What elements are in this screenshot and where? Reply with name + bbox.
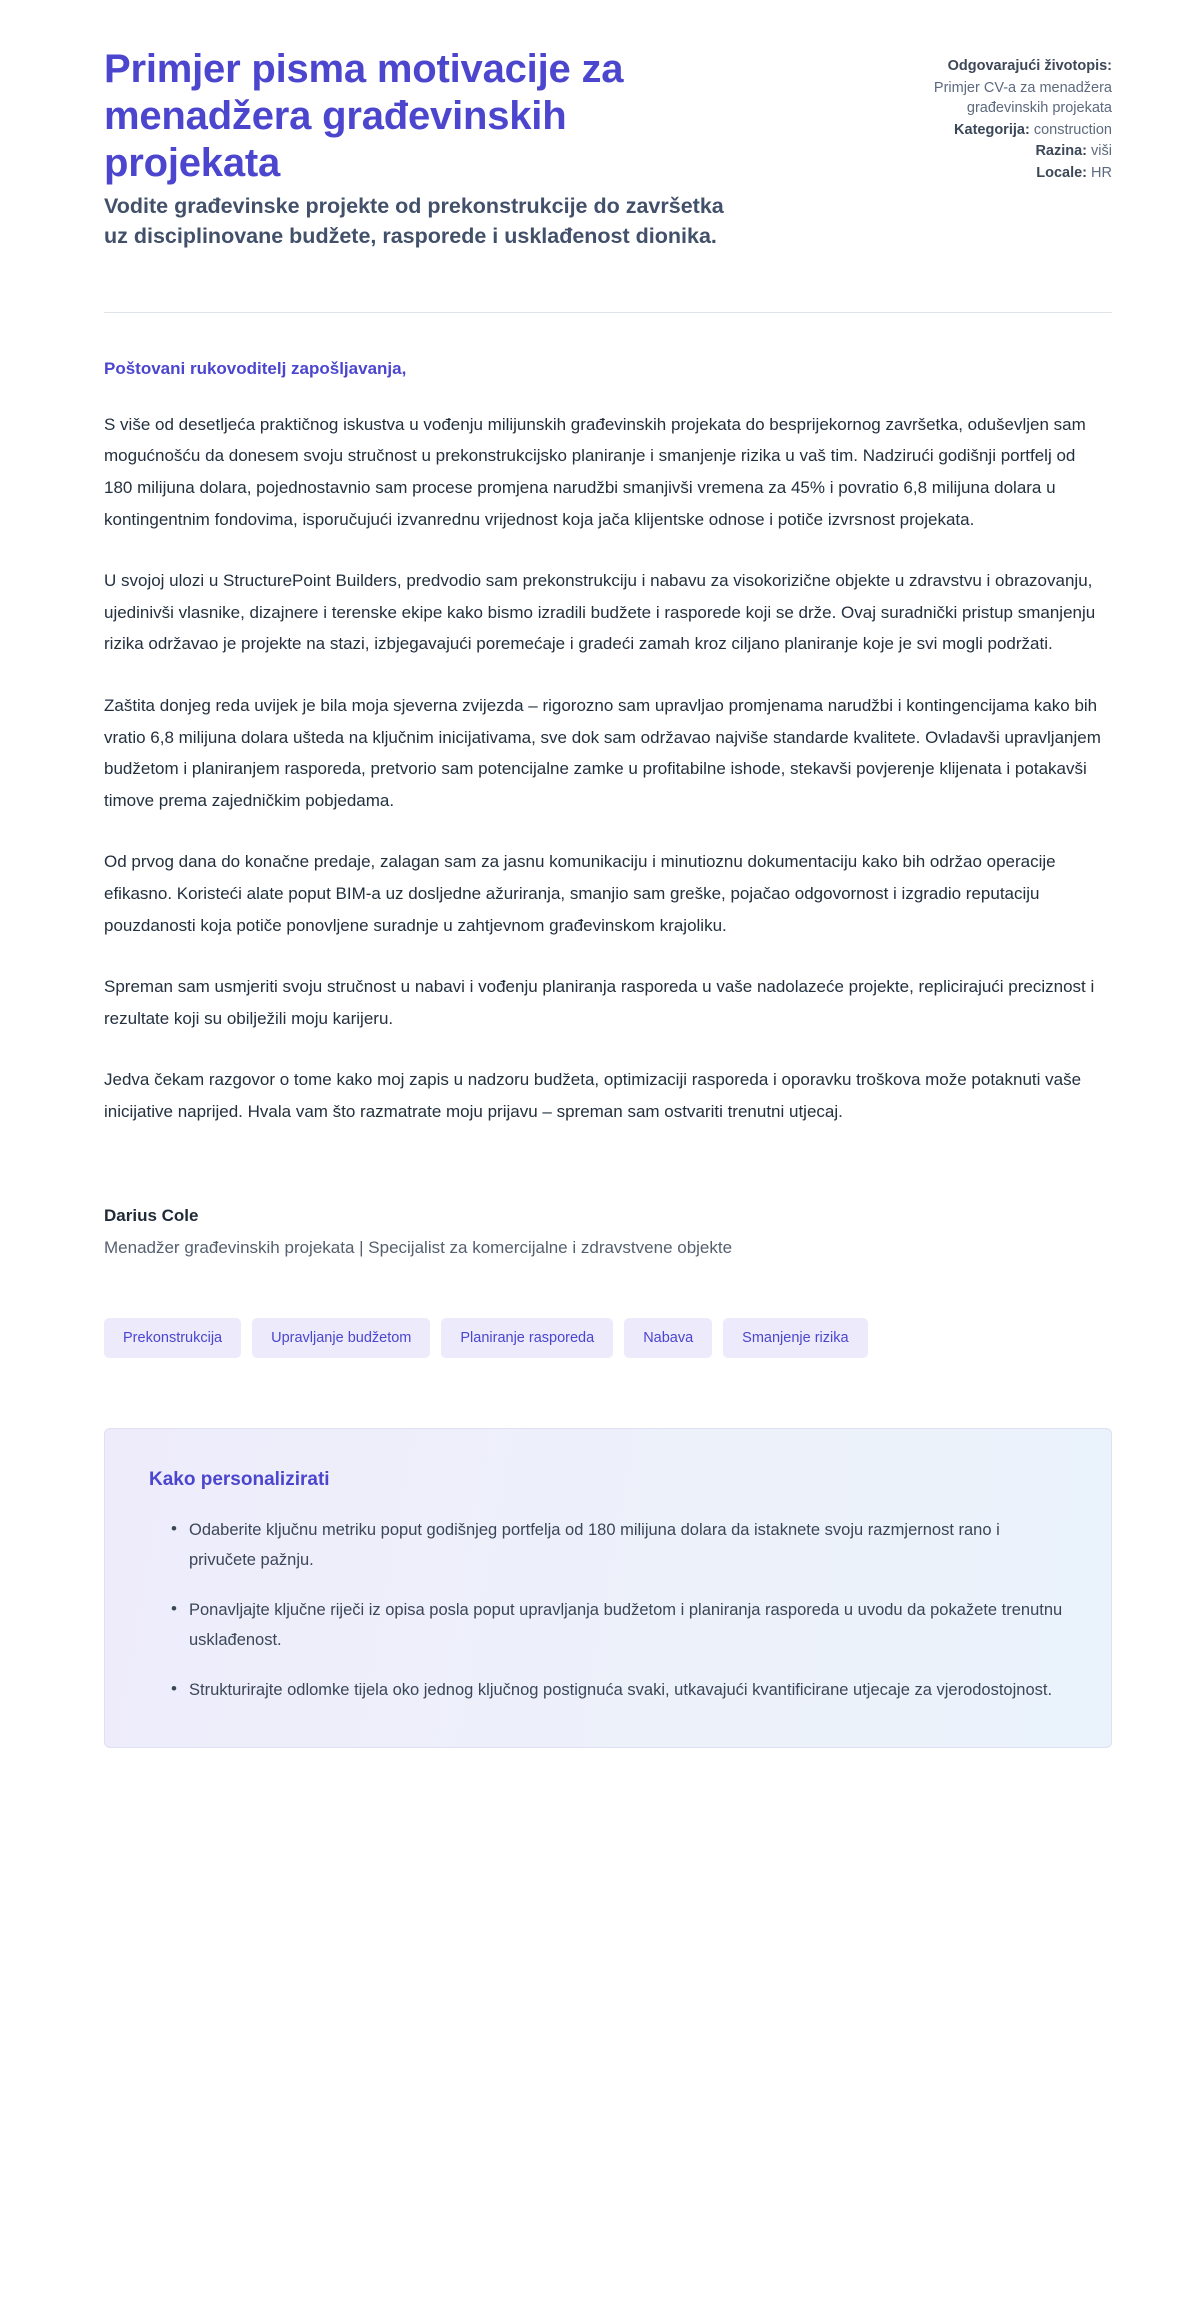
meta-label-resume: Odgovarajući životopis: bbox=[947, 58, 1112, 74]
tag-chip[interactable]: Nabava bbox=[624, 1318, 712, 1359]
tag-chip[interactable]: Prekonstrukcija bbox=[104, 1318, 241, 1359]
meta-row-resume bbox=[852, 56, 1112, 77]
tag-chip[interactable]: Upravljanje budžetom bbox=[252, 1318, 430, 1359]
letter-paragraph: S više od desetljeća praktičnog iskustva u vođenju milijunskih građevinskih projekata do besprijekornog završetka, oduševljen sam mogućnošću da donesem svoju stručnost u prekonstrukcijsko planiranje i smanjenje rizika u vaš tim. Nadzirući godišnji portfelj od 180 milijuna dolara, pojednostavnio sam procese promjena narudžbi smanjivši vremena za 45% i povratio 6,8 milijuna dolara u kontingentnim fondovima, isporučujući izvanrednu vrijednost koja jača klijentske odnose i potiče izvrsnost projekata. bbox=[104, 414, 1086, 529]
page-title: Primjer pisma motivacije za menadžera građevinskih projekata bbox=[104, 47, 624, 185]
callout-list-item: • Odaberite ključnu metriku poput godišnjeg portfelja od 180 milijuna dolara da istaknete svoju razmjernost rano i privučete pažnju. bbox=[171, 1515, 1067, 1575]
meta-row-resume-value bbox=[852, 78, 1112, 119]
letter-paragraph: Zaštita donjeg reda uvijek je bila moja sjeverna zvijezda – rigorozno sam upravljao promjenama narudžbi i kontingencijama kako bih vratio 6,8 milijuna dolara ušteda na ključnim inicijativama, sve dok sam održavao najviše standarde kvalitete. Ovladavši upravljanjem budžetom i planiranjem rasporeda, pretvorio sam potencijalne zamke u profitabilne ishode, stekavši povjerenje klijenata i potakavši timove prema zajedničkim pobjedama. bbox=[104, 695, 1101, 810]
callout-list-item: • Ponavljajte ključne riječi iz opisa posla poput upravljanja budžetom i planiranja rasporeda u uvodu da pokažete trenutnu usklađenost. bbox=[171, 1595, 1067, 1655]
meta-value-category: construction bbox=[1033, 121, 1112, 138]
letter-paragraph: Spreman sam usmjeriti svoju stručnost u nabavi i vođenju planiranja rasporeda u vaše nadolazeće projekte, replicirajući preciznost i rezultate koji su obilježili moju karijeru. bbox=[104, 977, 1095, 1028]
letter-salutation: Poštovani rukovoditelj zapošljavanja, bbox=[104, 358, 407, 378]
meta-value-locale: HR bbox=[1091, 164, 1112, 181]
document-header bbox=[104, 46, 1112, 252]
header-divider bbox=[104, 312, 1112, 313]
signature-name: Darius Cole bbox=[104, 1205, 199, 1225]
personalization-callout bbox=[104, 1428, 1112, 1748]
meta-label-level: Razina: bbox=[1035, 143, 1088, 160]
tag-chip[interactable]: Planiranje rasporeda bbox=[441, 1318, 613, 1359]
letter-paragraph: U svojoj ulozi u StructurePoint Builders, predvodio sam prekonstrukciju i nabavu za visokorizične objekte u zdravstvu i obrazovanju, ujedinivši vlasnike, dizajnere i terenske ekipe kako bismo izradili budžete i rasporede koji se drže. Ovaj suradnički pristup smanjenju rizika održavao je projekte na stazi, izbjegavajući poremećaje i gradeći zamah kroz ciljano planiranje koje je svi mogli podržati. bbox=[104, 571, 1096, 654]
page-subtitle: Vodite građevinske projekte od prekonstrukcije do završetka uz disciplinovane budžete, rasporede i usklađenost dionika. bbox=[104, 194, 724, 249]
meta-row-level bbox=[852, 141, 1112, 162]
meta-label-locale: Locale: bbox=[1036, 164, 1088, 181]
meta-label-category: Kategorija: bbox=[954, 121, 1030, 138]
letter-paragraph: Jedva čekam razgovor o tome kako moj zapis u nadzoru budžeta, optimizaciji rasporeda i oporavku troškova može potaknuti vaše inicijative naprijed. Hvala vam što razmatrate moju prijavu – spreman sam ostvariti trenutni utjecaj. bbox=[104, 1070, 1082, 1122]
letter-paragraphs bbox=[104, 409, 1112, 1128]
signature-role: Menadžer građevinskih projekata | Specijalist za komercijalne i zdravstvene objekte bbox=[104, 1237, 733, 1257]
callout-title: Kako personalizirati bbox=[149, 1469, 330, 1491]
tag-chip[interactable]: Smanjenje rizika bbox=[723, 1318, 867, 1359]
header-title-block bbox=[104, 46, 744, 252]
letter-signature bbox=[104, 1206, 1112, 1258]
cover-letter-body bbox=[104, 359, 1112, 1749]
meta-row-locale bbox=[852, 163, 1112, 184]
callout-list-item: • Strukturirajte odlomke tijela oko jednog ključnog postignuća svaki, utkavajući kvantificirane utjecaje za vjerodostojnost. bbox=[171, 1675, 1067, 1705]
meta-value-resume: Primjer CV-a za menadžera građevinskih projekata bbox=[933, 79, 1112, 117]
tag-list bbox=[104, 1318, 1112, 1359]
meta-value-level: viši bbox=[1091, 143, 1112, 160]
document-metadata bbox=[852, 46, 1112, 184]
callout-list bbox=[149, 1515, 1067, 1705]
letter-paragraph: Od prvog dana do konačne predaje, zalagan sam za jasnu komunikaciju i minutioznu dokumentaciju kako bih održao operacije efikasno. Koristeći alate poput BIM-a uz dosljedne ažuriranja, smanjio sam greške, pojačao odgovornost i izgradio reputaciju pouzdanosti koja potiče ponovljene suradnje u zahtjevnom građevinskom krajoliku. bbox=[104, 852, 1056, 935]
meta-row-category bbox=[852, 120, 1112, 141]
